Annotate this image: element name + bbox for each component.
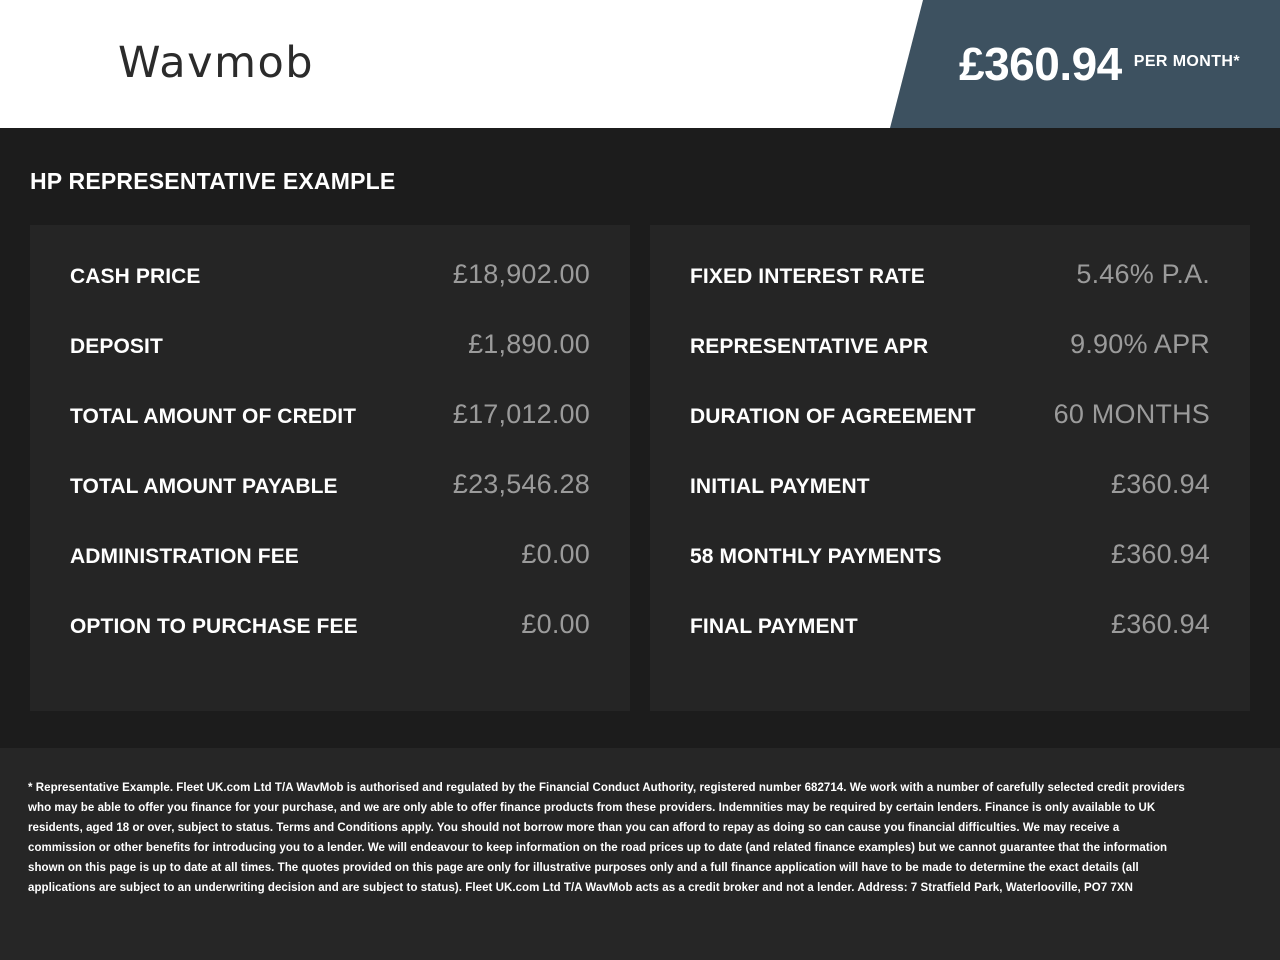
- row-value: £17,012.00: [452, 399, 590, 429]
- monthly-price-suffix: PER MONTH*: [1133, 53, 1240, 70]
- brand-logo: Wavmob: [118, 38, 315, 88]
- row-label: INITIAL PAYMENT: [690, 475, 870, 498]
- table-row: [70, 329, 590, 399]
- row-label: FINAL PAYMENT: [690, 615, 858, 638]
- monthly-price-panel: [890, 0, 1280, 128]
- row-value: 60 MONTHS: [1053, 399, 1210, 429]
- row-label: OPTION TO PURCHASE FEE: [70, 615, 358, 638]
- left-details-card: [30, 225, 630, 711]
- disclaimer-text: * Representative Example. Fleet UK.com Ltd T/A WavMob is authorised and regulated by the Financial Conduct Authority, registered number 682714. We work with a number of carefully selected credit providers who may be able to offer you finance for your purchase, and we are only able to offer finance products from these providers. Indemnities may be required by certain lenders. Finance is only available to UK residents, aged 18 or over, subject to status. Terms and Conditions apply. You should not borrow more than you can afford to repay as doing so can cause you financial difficulties. We may receive a commission or other benefits for introducing you to a lender. We will endeavour to keep information on the road prices up to date (and related finance examples) but we cannot guarantee that the information shown on this page is up to date at all times. The quotes provided on this page are only for illustrative purposes only and a full finance application will have to be made to determine the exact details (all applications are subject to an underwriting decision and are subject to status). Fleet UK.com Ltd T/A WavMob acts as a credit broker and not a lender. Address: 7 Stratfield Park, Waterlooville, PO7 7XN: [28, 782, 1185, 894]
- page-title: HP REPRESENTATIVE EXAMPLE: [30, 168, 396, 194]
- row-value: 5.46% P.A.: [1076, 259, 1210, 289]
- table-row: [70, 469, 590, 539]
- row-label: TOTAL AMOUNT OF CREDIT: [70, 405, 357, 428]
- table-row: [690, 469, 1210, 539]
- table-row: [690, 259, 1210, 329]
- details-columns: [30, 225, 1250, 711]
- table-row: [70, 609, 590, 679]
- row-label: 58 MONTHLY PAYMENTS: [690, 545, 942, 568]
- row-label: CASH PRICE: [70, 265, 201, 288]
- row-value: £360.94: [1111, 469, 1210, 499]
- row-label: REPRESENTATIVE APR: [690, 335, 929, 358]
- row-value: £23,546.28: [452, 469, 590, 499]
- table-row: [690, 399, 1210, 469]
- row-label: TOTAL AMOUNT PAYABLE: [70, 475, 338, 498]
- disclaimer-section: [0, 748, 1280, 960]
- table-row: [690, 539, 1210, 609]
- table-row: [70, 399, 590, 469]
- row-value: £0.00: [521, 539, 590, 569]
- table-row: [690, 609, 1210, 679]
- row-label: DURATION OF AGREEMENT: [690, 405, 976, 428]
- row-value: £1,890.00: [468, 329, 590, 359]
- main-content: [0, 128, 1280, 748]
- row-value: £18,902.00: [452, 259, 590, 289]
- row-value: £360.94: [1111, 609, 1210, 639]
- page-header: [0, 0, 1280, 128]
- table-row: [70, 259, 590, 329]
- monthly-price-amount: £360.94: [958, 38, 1122, 90]
- row-value: £360.94: [1111, 539, 1210, 569]
- row-value: £0.00: [521, 609, 590, 639]
- table-row: [70, 539, 590, 609]
- row-label: ADMINISTRATION FEE: [70, 545, 299, 568]
- table-row: [690, 329, 1210, 399]
- row-label: DEPOSIT: [70, 335, 163, 358]
- row-label: FIXED INTEREST RATE: [690, 265, 925, 288]
- row-value: 9.90% APR: [1070, 329, 1210, 359]
- right-details-card: [650, 225, 1250, 711]
